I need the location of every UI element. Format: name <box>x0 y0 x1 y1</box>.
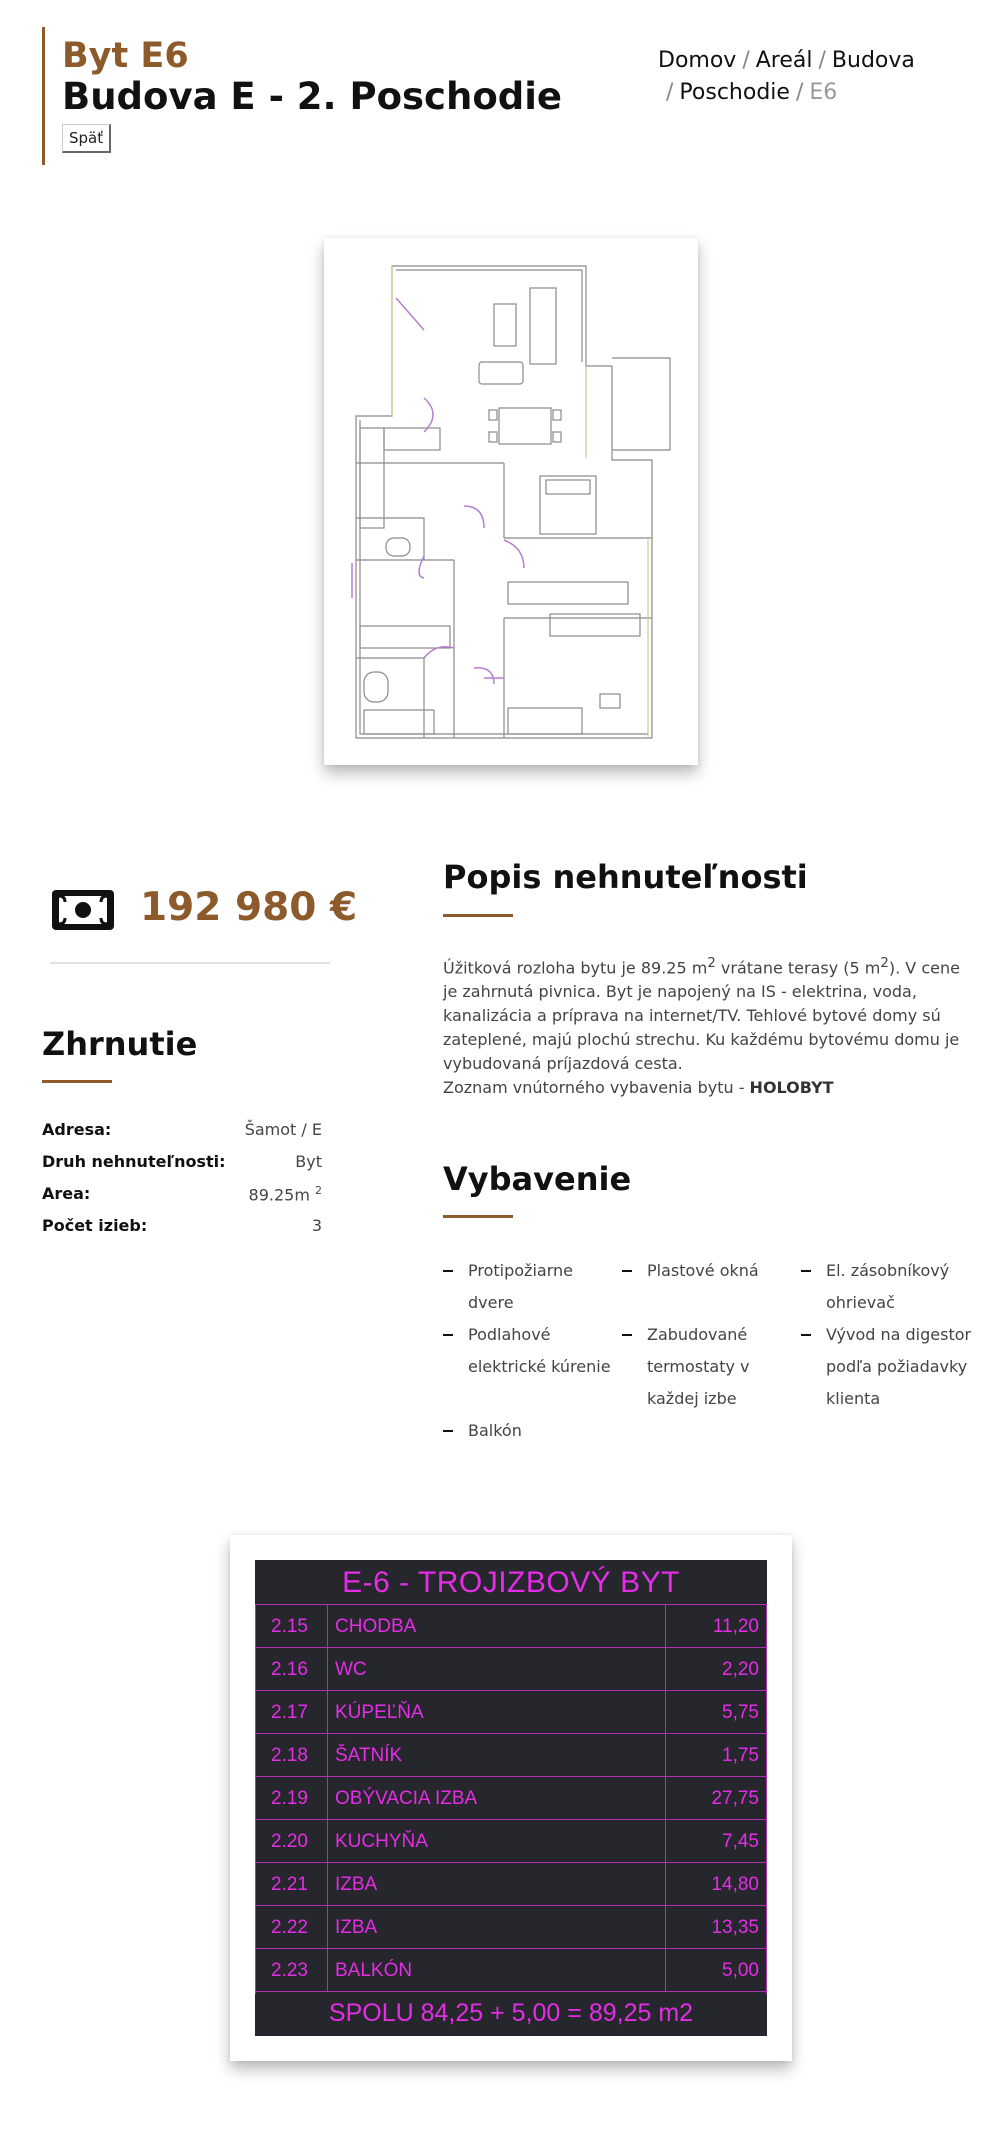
summary-value: Šamot / E <box>244 1120 322 1139</box>
table-row <box>255 1734 767 1777</box>
page-subtitle: Byt E6 <box>62 36 189 76</box>
room-num-cell: 2.17 <box>255 1691 328 1733</box>
back-button[interactable]: Späť <box>62 124 111 153</box>
table-row <box>255 1648 767 1691</box>
description-part: vrátane terasy (5 m <box>715 958 881 978</box>
floor-plan-drawing <box>324 238 698 765</box>
room-num-cell: 2.15 <box>255 1605 328 1647</box>
equipment-item: El. zásobníkový ohrievač <box>801 1255 980 1319</box>
room-rows <box>255 1605 767 1992</box>
room-area-cell: 14,80 <box>711 1874 759 1895</box>
summary-label: Počet izieb: <box>42 1216 148 1235</box>
room-area-cell: 2,20 <box>722 1659 759 1680</box>
equipment-item: Vývod na digestor podľa požiadavky klienta <box>801 1319 980 1415</box>
table-row <box>255 1777 767 1820</box>
summary-label: Druh nehnuteľnosti: <box>42 1152 226 1171</box>
breadcrumb-separator: / <box>795 80 804 105</box>
equipment-item: Plastové okná <box>622 1255 801 1319</box>
summary-value: Byt <box>295 1152 322 1171</box>
summary-row <box>42 1216 322 1248</box>
floor-plan-image[interactable] <box>324 238 698 765</box>
breadcrumb-current: E6 <box>809 80 838 105</box>
room-area-cell: 7,45 <box>722 1831 759 1852</box>
summary-heading: Zhrnutie <box>42 1025 198 1063</box>
table-row <box>255 1820 767 1863</box>
room-table-title: E-6 - TROJIZBOVÝ BYT <box>255 1560 767 1605</box>
room-table <box>255 1560 767 2036</box>
money-bill-icon <box>50 888 116 932</box>
table-row <box>255 1863 767 1906</box>
divider <box>50 962 330 964</box>
room-name-cell: KÚPEĽŇA <box>328 1691 666 1733</box>
breadcrumb <box>658 45 958 109</box>
room-name-cell: CHODBA <box>328 1605 666 1647</box>
page-header <box>42 27 958 165</box>
room-num-cell: 2.16 <box>255 1648 328 1690</box>
breadcrumb-poschodie[interactable]: Poschodie <box>679 80 790 105</box>
description-sup: 2 <box>880 956 889 971</box>
room-name-cell: IZBA <box>328 1863 666 1905</box>
summary-value-area <box>249 1184 322 1216</box>
table-row <box>255 1691 767 1734</box>
description-sup: 2 <box>707 956 716 971</box>
summary-row <box>42 1152 322 1184</box>
description-strong: HOLOBYT <box>749 1078 834 1098</box>
summary-value: 3 <box>311 1216 322 1235</box>
description-part: ). V cene je zahrnutá pivnica. Byt je napojený na IS - elektrina, voda, kanalizácia a príprava na internet/TV. Tehlové bytové domy sú zateplené, majú plochú strechu. Ku každému bytovému domu je vybudovaná príjazdová cesta. <box>443 958 960 1074</box>
room-name-cell: ŠATNÍK <box>328 1734 666 1776</box>
summary-row <box>42 1184 322 1216</box>
room-area-cell: 27,75 <box>711 1788 759 1809</box>
breadcrumb-areal[interactable]: Areál <box>755 48 813 73</box>
room-area-cell: 5,00 <box>722 1960 759 1981</box>
breadcrumb-separator: / <box>742 48 750 73</box>
room-num-cell: 2.18 <box>255 1734 328 1776</box>
breadcrumb-home[interactable]: Domov <box>658 48 737 73</box>
room-name-cell: KUCHYŇA <box>328 1820 666 1862</box>
page-title: Budova E - 2. Poschodie <box>62 74 563 118</box>
room-area-cell: 5,75 <box>722 1702 759 1723</box>
breadcrumb-separator: / <box>666 80 674 105</box>
breadcrumb-budova[interactable]: Budova <box>831 48 915 73</box>
room-area-cell: 1,75 <box>722 1745 759 1766</box>
room-num-cell: 2.21 <box>255 1863 328 1905</box>
description-heading: Popis nehnuteľnosti <box>443 858 808 896</box>
price-value: 192 980 € <box>140 885 358 930</box>
room-name-cell: WC <box>328 1648 666 1690</box>
room-area-cell: 11,20 <box>712 1616 759 1637</box>
table-row <box>255 1949 767 1992</box>
summary-table <box>42 1120 322 1248</box>
description-text <box>443 952 973 1100</box>
summary-label: Area: <box>42 1184 91 1203</box>
description-part: Zoznam vnútorného vybavenia bytu - <box>443 1078 750 1098</box>
area-value: 89.25m <box>248 1185 310 1205</box>
room-name-cell: OBÝVACIA IZBA <box>328 1777 666 1819</box>
table-row <box>255 1605 767 1648</box>
heading-underline <box>42 1080 112 1083</box>
summary-row <box>42 1120 322 1152</box>
area-unit-sup: 2 <box>315 1184 322 1197</box>
room-num-cell: 2.23 <box>255 1949 328 1991</box>
room-name-cell: IZBA <box>328 1906 666 1948</box>
room-table-image[interactable] <box>230 1535 792 2061</box>
table-row <box>255 1906 767 1949</box>
room-num-cell: 2.22 <box>255 1906 328 1948</box>
equipment-heading: Vybavenie <box>443 1160 632 1198</box>
breadcrumb-separator: / <box>818 48 826 73</box>
equipment-item: Zabudované termostaty v každej izbe <box>622 1319 801 1415</box>
room-name-cell: BALKÓN <box>328 1949 666 1991</box>
room-num-cell: 2.19 <box>255 1777 328 1819</box>
equipment-list <box>443 1255 983 1447</box>
summary-label: Adresa: <box>42 1120 112 1139</box>
equipment-item: Protipožiarne dvere <box>443 1255 622 1319</box>
room-table-total: SPOLU 84,25 + 5,00 = 89,25 m2 <box>328 1999 694 2027</box>
title-block <box>42 27 562 165</box>
equipment-item: Podlahové elektrické kúrenie <box>443 1319 622 1415</box>
price-block <box>50 880 358 964</box>
room-area-cell: 13,35 <box>711 1917 759 1938</box>
heading-underline <box>443 914 513 917</box>
heading-underline <box>443 1215 513 1218</box>
description-part: Úžitková rozloha bytu je 89.25 m <box>443 958 708 978</box>
equipment-item: Balkón <box>443 1415 622 1447</box>
room-num-cell: 2.20 <box>255 1820 328 1862</box>
